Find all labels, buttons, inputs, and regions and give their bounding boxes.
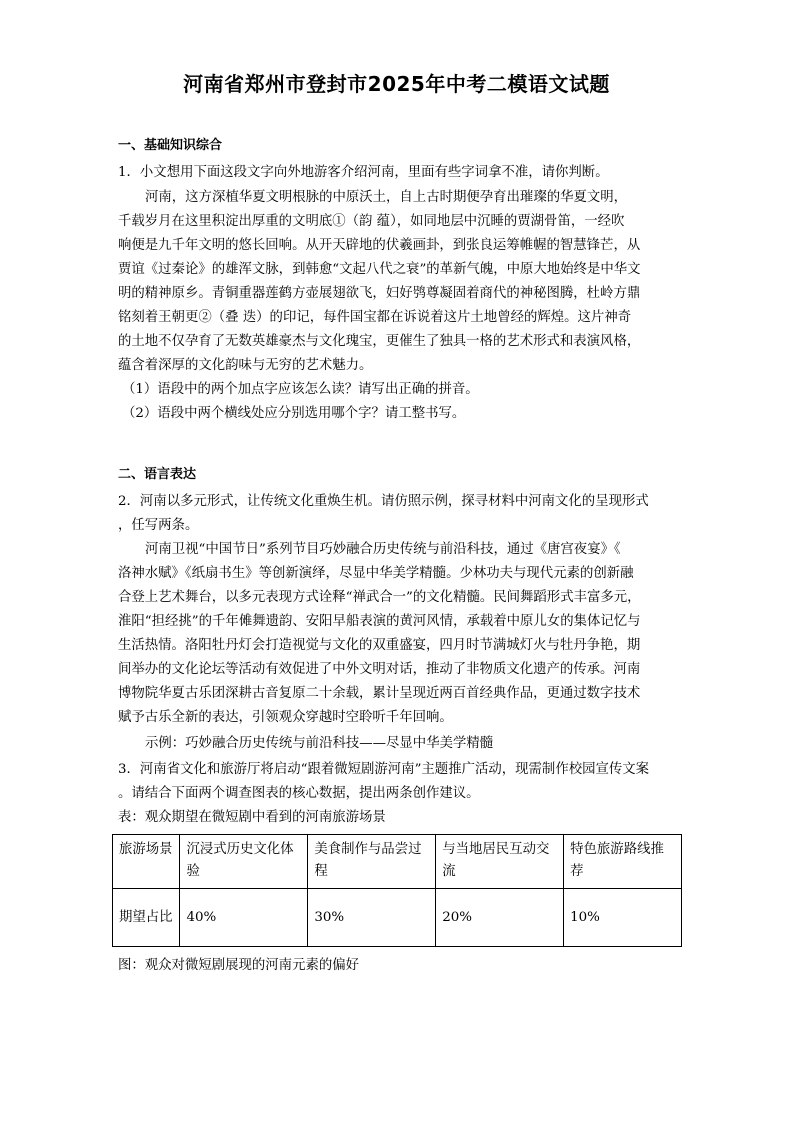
passage-line: 蕴含着深厚的文化韵味与无穷的艺术魅力。 [118,358,373,373]
survey-table [112,834,682,947]
table-header-cell: 与当地居民互动交流 [436,835,564,889]
material-line: 生活热情。洛阳牡丹灯会打造视觉与文化的双重盛宴，四月时节满城灯火与牡丹争艳，期 [118,638,641,653]
q2-prompt-cont: ，任写两条。 [118,518,199,533]
passage-line: 铭刻着王朝更②（叠 迭）的印记，每件国宝都在诉说着这片土地曾经的辉煌。这片神奇 [118,310,632,325]
q3-prompt-cont: 。请结合下面两个调查图表的核心数据，提出两条创作建议。 [118,786,480,801]
section2-heading: 二、语言表达 [118,467,197,482]
table-cell: 10% [564,889,682,947]
table-header-cell: 美食制作与品尝过程 [308,835,436,889]
table-row [113,835,682,889]
q2-prompt: 2．河南以多元形式，让传统文化重焕生机。请仿照示例，探寻材料中河南文化的呈现形式 [118,494,649,509]
material-line: 合登上艺术舞台，以多元表现方式诠释“禅武合一”的文化精髓。民间舞蹈形式丰富多元， [118,590,641,605]
table-caption: 表：观众期望在微短剧中看到的河南旅游场景 [118,810,386,825]
material-line: 博物院华夏古乐团深耕古音复原二十余载，累计呈现近两百首经典作品，更通过数字技术 [118,686,641,701]
passage-line: 千载岁月在这里积淀出厚重的文明底①（韵 蕴），如同地层中沉睡的贾湖骨笛，一经吹 [118,214,625,229]
material-line: 河南卫视“中国节日”系列节目巧妙融合历史传统与前沿科技，通过《唐宫夜宴》《 [145,542,621,557]
table-row [113,889,682,947]
material-line: 赋予古乐全新的表达，引领观众穿越时空聆听千年回响。 [118,710,453,725]
table-cell: 30% [308,889,436,947]
q1-subquestion-1: （1）语段中的两个加点字应该怎么读？请写出正确的拼音。 [122,382,479,397]
passage-line: 贾谊《过秦论》的雄浑文脉，到韩愈“文起八代之衰”的革新气魄，中原大地始终是中华文 [118,262,641,277]
figure-caption: 图：观众对微短剧展现的河南元素的偏好 [118,958,360,973]
table-header-cell: 沉浸式历史文化体验 [180,835,308,889]
material-line: 洛神水赋》《纸扇书生》等创新演绎，尽显中华美学精髓。少林功夫与现代元素的创新融 [118,566,634,581]
q3-prompt: 3．河南省文化和旅游厅将启动“跟着微短剧游河南”主题推广活动，现需制作校园宣传文案 [118,762,650,777]
passage-line: 明的精神原乡。青铜重器莲鹤方壶展翅欲飞，妇好鸮尊凝固着商代的神秘图腾，杜岭方鼎 [118,286,641,301]
table-cell: 20% [436,889,564,947]
table-cell: 40% [180,889,308,947]
passage-line: 的土地不仅孕育了无数英雄豪杰与文化瑰宝，更催生了独具一格的艺术形式和表演风格， [118,334,641,349]
material-line: 间举办的文化论坛等活动有效促进了中外文明对话，推动了非物质文化遗产的传承。河南 [118,662,641,677]
passage-line: 河南，这方深植华夏文明根脉的中原沃土，自上古时期便孕育出璀璨的华夏文明， [145,190,628,205]
q1-prompt: 1．小文想用下面这段文字向外地游客介绍河南，里面有些字词拿不准，请你判断。 [118,165,609,180]
table-cell: 期望占比 [113,889,180,947]
page-title: 河南省郑州市登封市2025年中考二模语文试题 [183,72,610,96]
q1-subquestion-2: （2）语段中两个横线处应分别选用哪个字？请工整书写。 [122,406,466,421]
table-header-cell: 特色旅游路线推荐 [564,835,682,889]
passage-line: 响便是九千年文明的悠长回响。从开天辟地的伏羲画卦，到张良运筹帷幄的智慧锋芒，从 [118,238,641,253]
table-header-cell: 旅游场景 [113,835,180,889]
material-line: 淮阳“担经挑”的千年傩舞遗韵、安阳早船表演的黄河风情，承载着中原儿女的集体记忆与 [118,614,641,629]
example-line: 示例：巧妙融合历史传统与前沿科技——尽显中华美学精髓 [145,736,494,751]
section1-heading: 一、基础知识综合 [118,138,223,153]
